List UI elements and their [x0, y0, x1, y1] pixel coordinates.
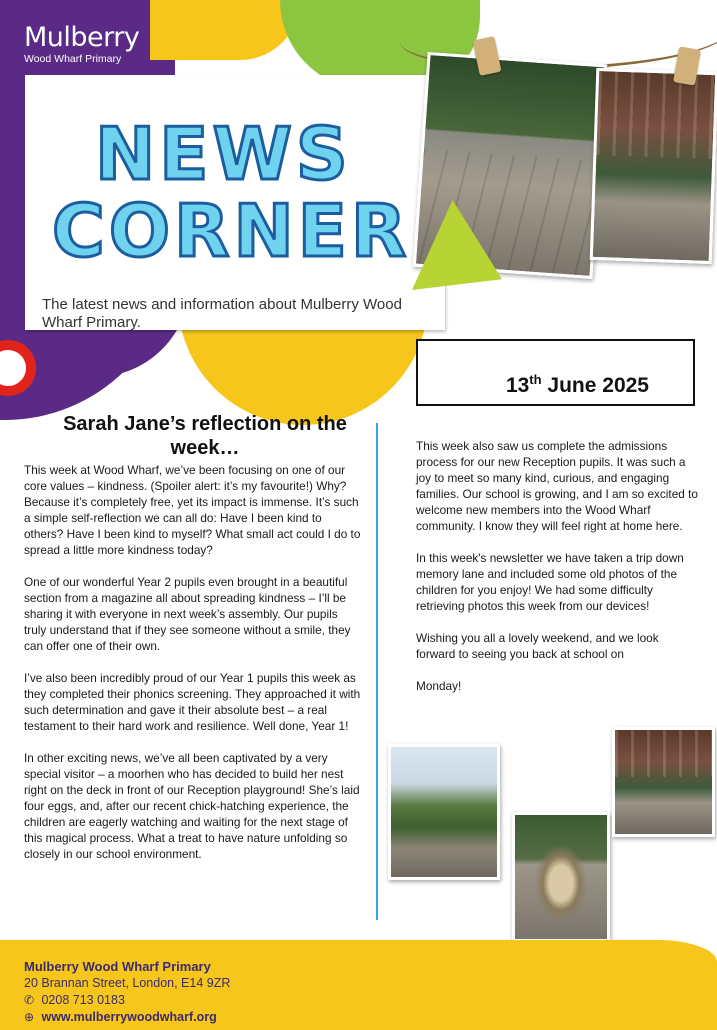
photo-deck-by-building	[590, 68, 717, 264]
article-title: Sarah Jane’s reflection on the week…	[63, 413, 347, 459]
logo-name: Mulberry	[24, 22, 140, 53]
date-box	[416, 339, 695, 406]
paragraph: One of our wonderful Year 2 pupils even brought in a beautiful section from a magazine all about spreading kindness – I’ll be sharing it with everyone in next week’s assembly. Our pupils truly understand that if they see someone without a smile, they can offer one of their own.	[24, 575, 351, 653]
logo-subname: Wood Wharf Primary	[24, 53, 122, 65]
photo-nest-by-building	[612, 727, 715, 837]
article-left-column	[24, 462, 362, 878]
date-month-year: June 2025	[547, 374, 649, 397]
footer-phone-row	[24, 992, 230, 1009]
date-suffix: th	[529, 372, 542, 387]
footer-website-link[interactable]: www.mulberrywoodwharf.org	[41, 1010, 217, 1024]
footer-school-name: Mulberry Wood Wharf Primary	[24, 959, 211, 974]
masthead-title-line2: CORNER	[52, 189, 411, 273]
masthead-tagline: The latest news and information about Mulberry Wood Wharf Primary.	[42, 296, 402, 331]
footer-address: 20 Brannan Street, London, E14 9ZR	[24, 976, 231, 990]
paragraph: This week at Wood Wharf, we’ve been focusing on one of our core values – kindness. (Spoiler alert: it’s my favourite!) Why? Because it’s completely free, yet its impact is immense. It’s such a simple self-reflection we can all do: Have I been kind to others? Have I been kind to myself? What small act could I do to spread a little more kindness today?	[24, 463, 361, 557]
globe-icon: ⊕	[24, 1010, 35, 1024]
footer-contact	[24, 958, 230, 1026]
paragraph: I’ve also been incredibly proud of our Year 1 pupils this week as they completed their phonics screening. They approached it with such determination and gave it their absolute best – a real testament to their hard work and resilience. Well done, Year 1!	[24, 671, 361, 733]
school-logo	[24, 24, 139, 65]
photo-moorhen-nest-eggs	[512, 812, 610, 942]
masthead-title-line1: NEWS	[95, 112, 352, 196]
paragraph: Monday!	[416, 679, 462, 693]
footer-phone: 0208 713 0183	[41, 993, 125, 1007]
footer-website-row	[24, 1009, 230, 1026]
column-divider	[376, 423, 378, 920]
paragraph: Wishing you all a lovely weekend, and we look forward to seeing you back at school on	[416, 631, 659, 661]
paragraph: This week also saw us complete the admissions process for our new Reception pupils. It was such a joy to meet so many kind, curious, and engaging families. Our school is growing, and I am so excited to welcome new members into the Wood Wharf community. I know they will feel right at home here.	[416, 439, 698, 533]
paragraph: In other exciting news, we’ve all been captivated by a very special visitor – a moorhen who has decided to build her nest right on the deck in front of our Reception playground! She’s laid four eggs, and, after our recent chick-hatching experience, the children are eagerly watching and waiting for the next stage of this magical process. What a treat to have nature unfolding so closely in our school environment.	[24, 751, 360, 861]
phone-icon: ✆	[24, 993, 35, 1007]
paragraph: In this week's newsletter we have taken a trip down memory lane and included some old photos of the children for you enjoy! We had some difficulty retrieving photos this week from our devices!	[416, 551, 684, 613]
date-day: 13	[505, 374, 530, 397]
newsletter-date	[506, 372, 649, 398]
photo-deck-with-city-view	[388, 744, 500, 880]
yellow-background-shape	[150, 0, 300, 60]
article-right-column	[416, 438, 701, 710]
